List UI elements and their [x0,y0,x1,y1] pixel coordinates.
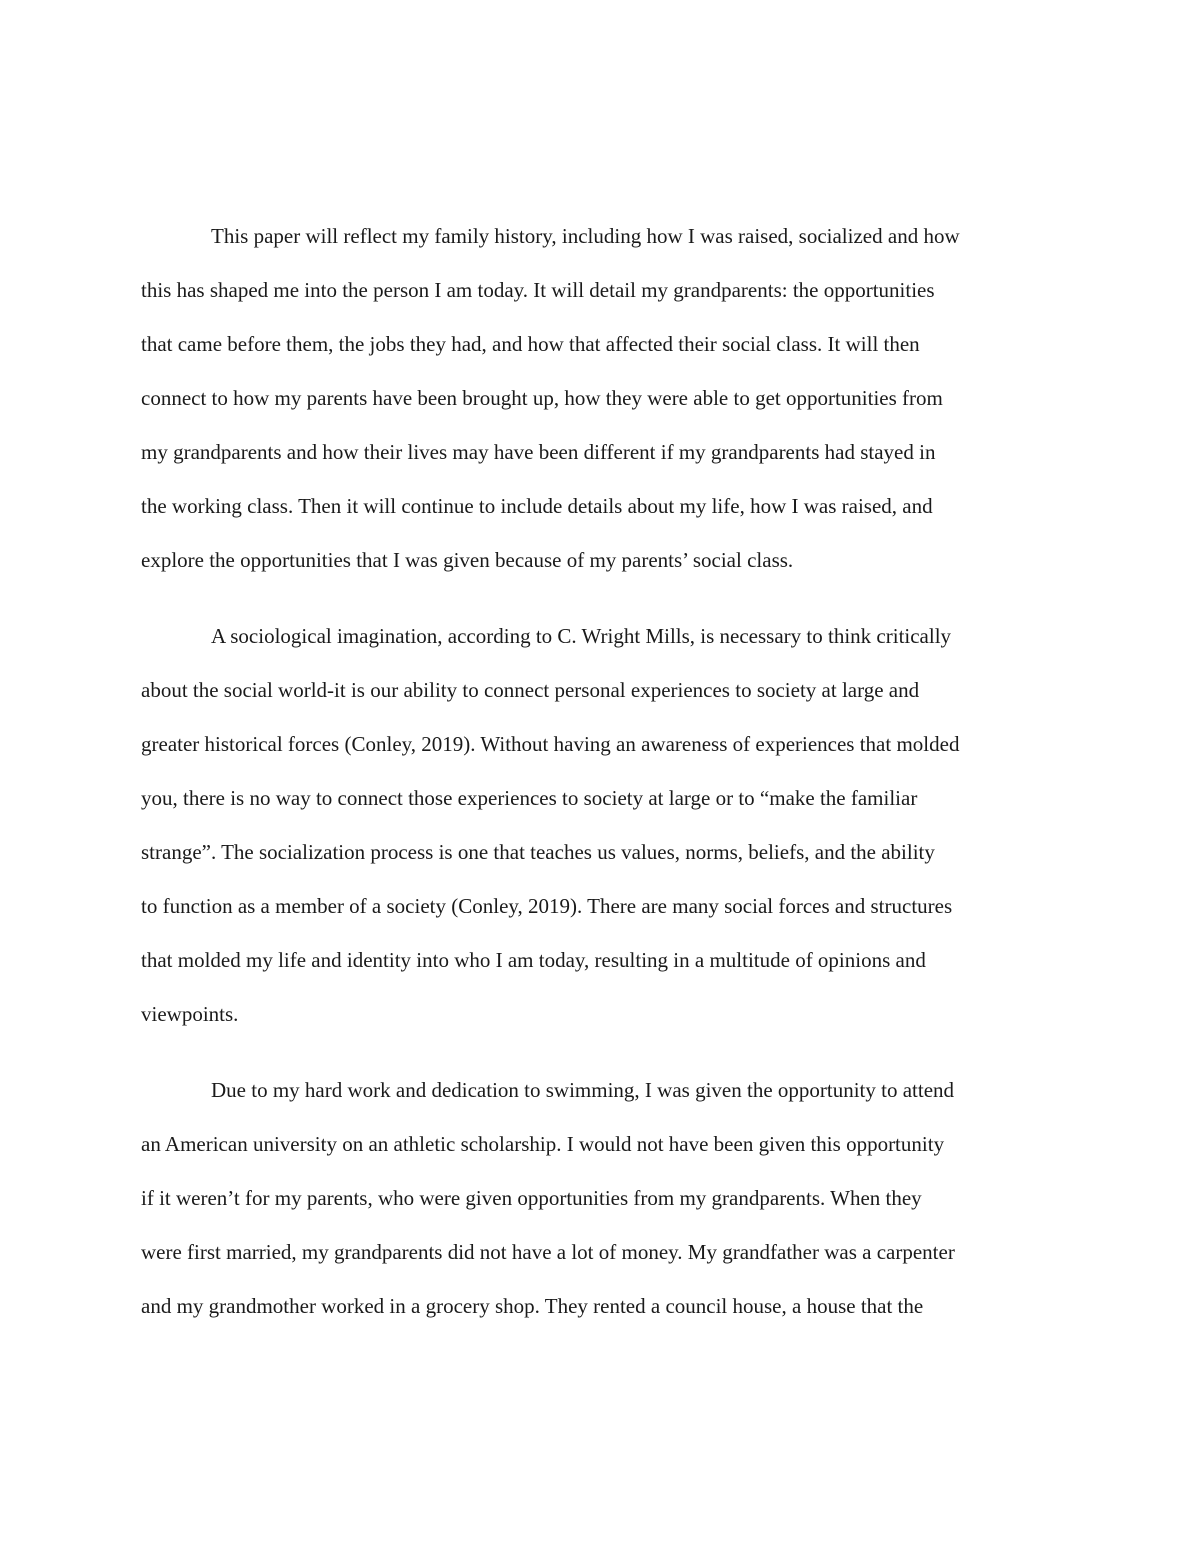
text-line: viewpoints. [141,1002,239,1026]
text-line: that came before them, the jobs they had, and how that affected their social class. It will then [141,332,920,356]
text-line: A sociological imagination, according to C. Wright Mills, is necessary to think critically [211,624,952,648]
text-line: my grandparents and how their lives may have been different if my grandparents had stayed in [141,440,936,464]
text-line: that molded my life and identity into who I am today, resulting in a multitude of opinions and [141,948,926,972]
document-body [141,214,1061,1360]
text-line: about the social world-it is our ability to connect personal experiences to society at large and [141,678,920,702]
text-line: you, there is no way to connect those experiences to society at large or to “make the familiar [141,786,918,810]
text-line: if it weren’t for my parents, who were given opportunities from my grandparents. When they [141,1186,922,1210]
text-line: This paper will reflect my family history, including how I was raised, socialized and how [211,224,960,248]
text-line: connect to how my parents have been brought up, how they were able to get opportunities from [141,386,943,410]
text-line: the working class. Then it will continue to include details about my life, how I was raised, and [141,494,933,518]
text-line: this has shaped me into the person I am today. It will detail my grandparents: the opportunities [141,278,935,302]
text-line: an American university on an athletic scholarship. I would not have been given this opportunity [141,1132,945,1156]
paragraph-2 [141,614,1061,1046]
paragraph-3 [141,1068,1061,1338]
text-line: and my grandmother worked in a grocery shop. They rented a council house, a house that the [141,1294,924,1318]
text-line: were first married, my grandparents did not have a lot of money. My grandfather was a carpenter [141,1240,955,1264]
paragraph-1 [141,214,1061,592]
text-line: Due to my hard work and dedication to swimming, I was given the opportunity to attend [211,1078,955,1102]
text-line: explore the opportunities that I was given because of my parents’ social class. [141,548,794,572]
text-line: to function as a member of a society (Conley, 2019). There are many social forces and structures [141,894,953,918]
text-line: greater historical forces (Conley, 2019). Without having an awareness of experiences that molded [141,732,960,756]
text-line: strange”. The socialization process is one that teaches us values, norms, beliefs, and the ability [141,840,935,864]
